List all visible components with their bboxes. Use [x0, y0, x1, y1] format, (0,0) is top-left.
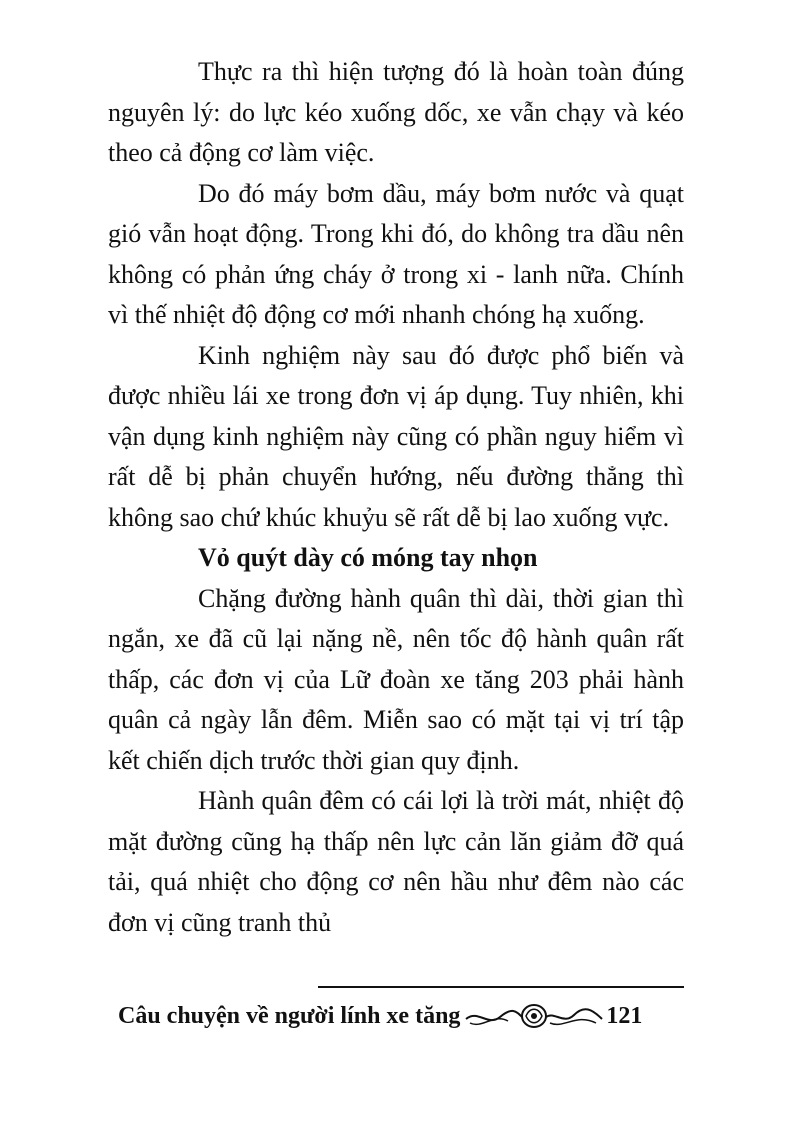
page-footer — [118, 996, 684, 1036]
paragraph-3: Kinh nghiệm này sau đó được phổ biến và được nhiều lái xe trong đơn vị áp dụng. Tuy nhiên, khi vận dụng kinh nghiệm này cũng có phần nguy hiểm vì rất dễ bị phản chuyển hướng, nếu đường thẳng thì không sao chứ khúc khuỷu sẽ rất dễ bị lao xuống vực. — [108, 340, 684, 532]
section-heading: Vỏ quýt dày có móng tay nhọn — [198, 543, 538, 572]
body-text — [108, 52, 684, 943]
decorative-flourish-icon — [464, 1001, 604, 1031]
footer-book-title: Câu chuyện về người lính xe tăng — [118, 1002, 461, 1029]
paragraph-2: Do đó máy bơm dầu, máy bơm nước và quạt gió vẫn hoạt động. Trong khi đó, do không tra dầu nên không có phản ứng cháy ở trong xi - lanh nữa. Chính vì thế nhiệt độ động cơ mới nhanh chóng hạ xuống. — [108, 178, 684, 329]
paragraph-4: Chặng đường hành quân thì dài, thời gian thì ngắn, xe đã cũ lại nặng nề, nên tốc độ hành quân rất thấp, các đơn vị của Lữ đoàn xe tăng 203 phải hành quân cả ngày lẫn đêm. Miễn sao có mặt tại vị trí tập kết chiến dịch trước thời gian quy định. — [108, 583, 684, 775]
page-number: 121 — [606, 1002, 643, 1029]
paragraph-1: Thực ra thì hiện tượng đó là hoàn toàn đúng nguyên lý: do lực kéo xuống dốc, xe vẫn chạy và kéo theo cả động cơ làm việc. — [108, 57, 684, 167]
paragraph-5: Hành quân đêm có cái lợi là trời mát, nhiệt độ mặt đường cũng hạ thấp nên lực cản lăn giảm đỡ quá tải, quá nhiệt cho động cơ nên hầu như đêm nào các đơn vị cũng tranh thủ — [108, 786, 684, 937]
footer-divider — [318, 986, 684, 988]
